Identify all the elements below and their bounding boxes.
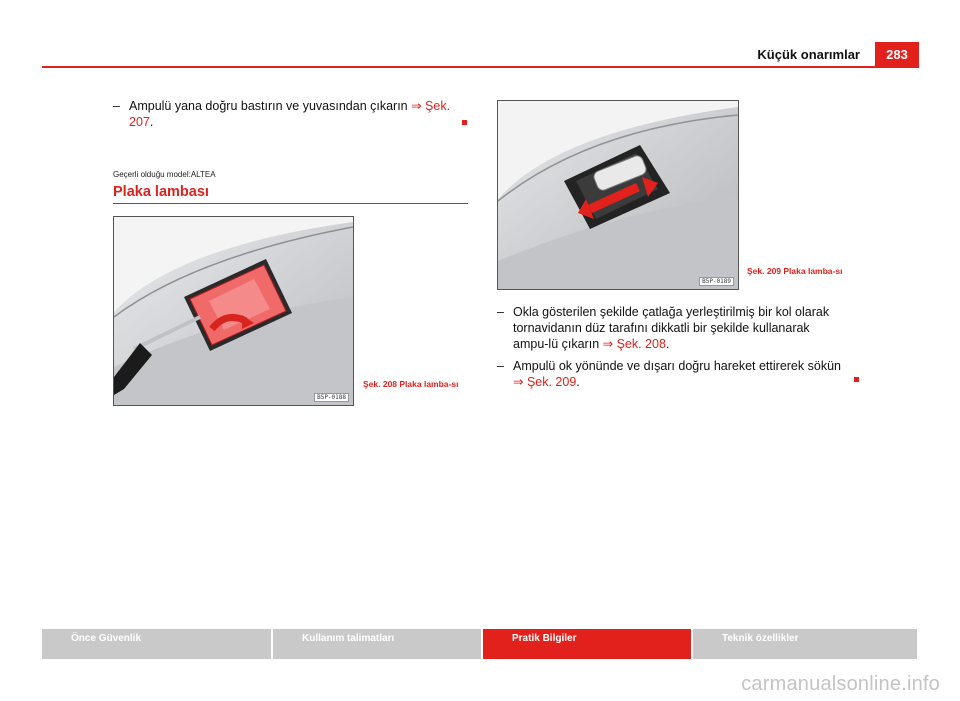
applies-to-note: Geçerli olduğu model:ALTEA [113,170,216,179]
end-marker-icon [854,377,859,382]
end-marker-icon [462,120,467,125]
instruction-step [497,304,842,352]
header-rule [42,66,919,68]
step-tail: . [665,337,670,351]
section-title: Plaka lambası [113,184,209,200]
instruction-step [497,358,842,390]
figure-208-image [113,216,354,406]
figure-ref-link[interactable]: ⇒ Şek. 209 [513,375,577,389]
footer-nav [42,629,919,659]
tab-once-guvenlik[interactable]: Önce Güvenlik [42,629,271,659]
step-dash: – [113,99,120,113]
figure-ref-link[interactable]: ⇒ Şek. 207 [129,99,451,129]
tab-teknik-ozellikler[interactable]: Teknik özellikler [693,629,917,659]
page-number: 283 [875,42,919,66]
step-text: Okla gösterilen şekilde çatlağa yerleştirilmiş bir kol olarak tornavidanın düz tarafını dikkatli bir şekilde kullanarak ampu-lü çıkarın [513,305,830,351]
tab-pratik-bilgiler[interactable]: Pratik Bilgiler [483,629,691,659]
step-dash: – [497,305,504,319]
figure-caption: Şek. 209 Plaka lamba-sı [747,266,843,276]
step-text: Ampulü yana doğru bastırın ve yuvasından çıkarın [129,99,412,113]
step-tail: . [149,115,154,129]
step-dash: – [497,359,504,373]
tab-kullanim-talimatlari[interactable]: Kullanım talimatları [273,629,481,659]
figure-209-image [497,100,739,290]
figure-code: B5P-0189 [699,277,734,286]
instruction-step [113,98,453,130]
chapter-title: Küçük onarımlar [757,47,860,62]
watermark: carmanualsonline.info [741,673,940,695]
step-text: Ampulü ok yönünde ve dışarı doğru hareket ettirerek sökün [513,359,841,373]
step-tail: . [576,375,580,389]
section-rule [113,203,468,204]
figure-caption: Şek. 208 Plaka lamba-sı [363,379,459,389]
figure-code: B5P-0188 [314,393,349,402]
figure-ref-link[interactable]: ⇒ Şek. 208 [602,337,666,351]
